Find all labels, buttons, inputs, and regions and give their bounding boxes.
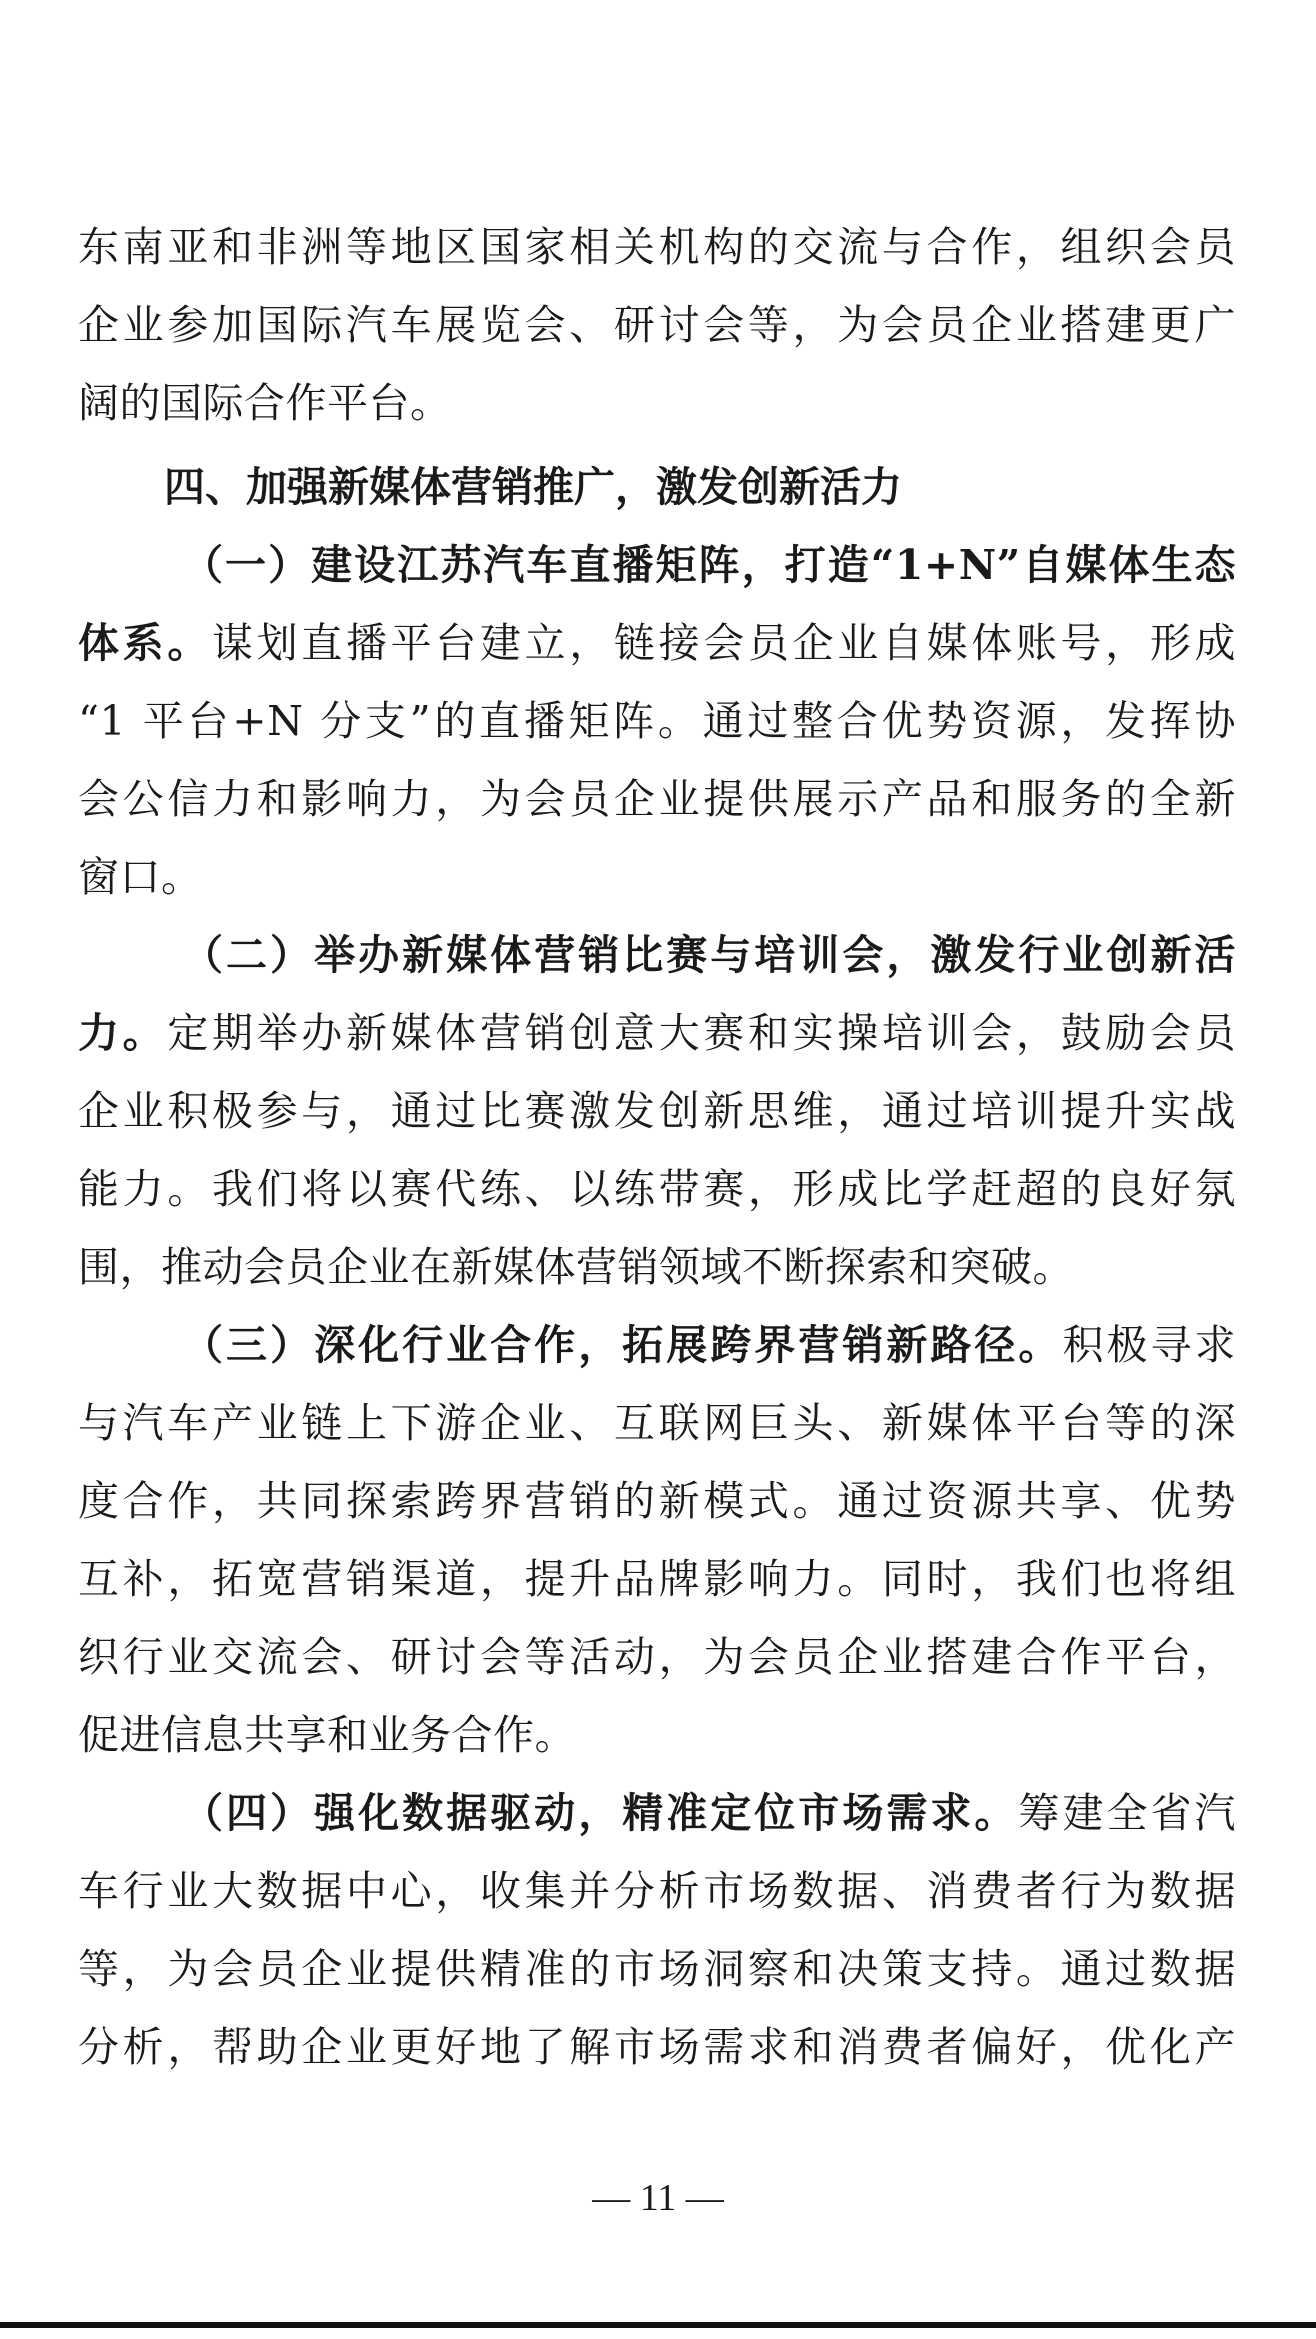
document-body [78,208,1236,2086]
paragraph-line: 企业参加国际汽车展览会、研讨会等，为会员企业搭建更广 [78,301,1236,349]
subsection-title-end: 力。 [78,1009,168,1057]
paragraph-text: 定期举办新媒体营销创意大赛和实操培训会，鼓励会员 [167,1009,1237,1057]
paragraph-line: 企业积极参与，通过比赛激发创新思维，通过培训提升实战 [78,1087,1236,1135]
paragraph-line: “1 平台+N 分支”的直播矩阵。通过整合优势资源，发挥协 [78,697,1236,745]
subsection-title: （四）强化数据驱动，精准定位市场需求。 [182,1789,1019,1837]
paragraph-line: 东南亚和非洲等地区国家相关机构的交流与合作，组织会员 [78,223,1236,271]
paragraph-line: 促进信息共享和业务合作。 [78,1711,576,1759]
subsection-title: （二）举办新媒体营销比赛与培训会，激发行业创新活 [182,931,1236,979]
paragraph-line [78,994,1236,1072]
paragraph-line: 窗口。 [78,853,203,901]
page-number: — 11 — [592,2177,724,2219]
paragraph-line [78,1774,1236,1852]
paragraph-line: 度合作，共同探索跨界营销的新模式。通过资源共享、优势 [78,1477,1236,1525]
paragraph-line: 分析，帮助企业更好地了解市场需求和消费者偏好，优化产 [78,2023,1236,2071]
paragraph-line: 会公信力和影响力，为会员企业提供展示产品和服务的全新 [78,775,1236,823]
paragraph-line: 与汽车产业链上下游企业、互联网巨头、新媒体平台等的深 [78,1399,1236,1447]
paragraph-line: 阔的国际合作平台。 [78,379,452,427]
paragraph-line: 围，推动会员企业在新媒体营销领域不断探索和突破。 [78,1243,1074,1291]
subsection-title: （一）建设江苏汽车直播矩阵，打造“1+N”自媒体生态 [182,541,1236,589]
paragraph-text: 筹建全省汽 [1018,1789,1237,1837]
subsection-title: （三）深化行业合作，拓展跨界营销新路径。 [182,1321,1063,1369]
paragraph-line [78,1306,1236,1384]
paragraph-line [78,604,1236,682]
subsection-title-end: 体系。 [78,619,212,667]
paragraph-line: 能力。我们将以赛代练、以练带赛，形成比学赶超的良好氛 [78,1165,1236,1213]
paragraph-line: 织行业交流会、研讨会等活动，为会员企业搭建合作平台， [78,1633,1236,1681]
paragraph-text: 积极寻求 [1062,1321,1237,1369]
paragraph-line: 车行业大数据中心，收集并分析市场数据、消费者行为数据 [78,1867,1236,1915]
section-heading: 四、加强新媒体营销推广，激发创新活力 [164,463,902,511]
bottom-rule [0,2322,1316,2328]
paragraph-line: 等，为会员企业提供精准的市场洞察和决策支持。通过数据 [78,1945,1236,1993]
paragraph-line: 互补，拓宽营销渠道，提升品牌影响力。同时，我们也将组 [78,1555,1236,1603]
paragraph-text: 谋划直播平台建立，链接会员企业自媒体账号，形成 [211,619,1237,667]
